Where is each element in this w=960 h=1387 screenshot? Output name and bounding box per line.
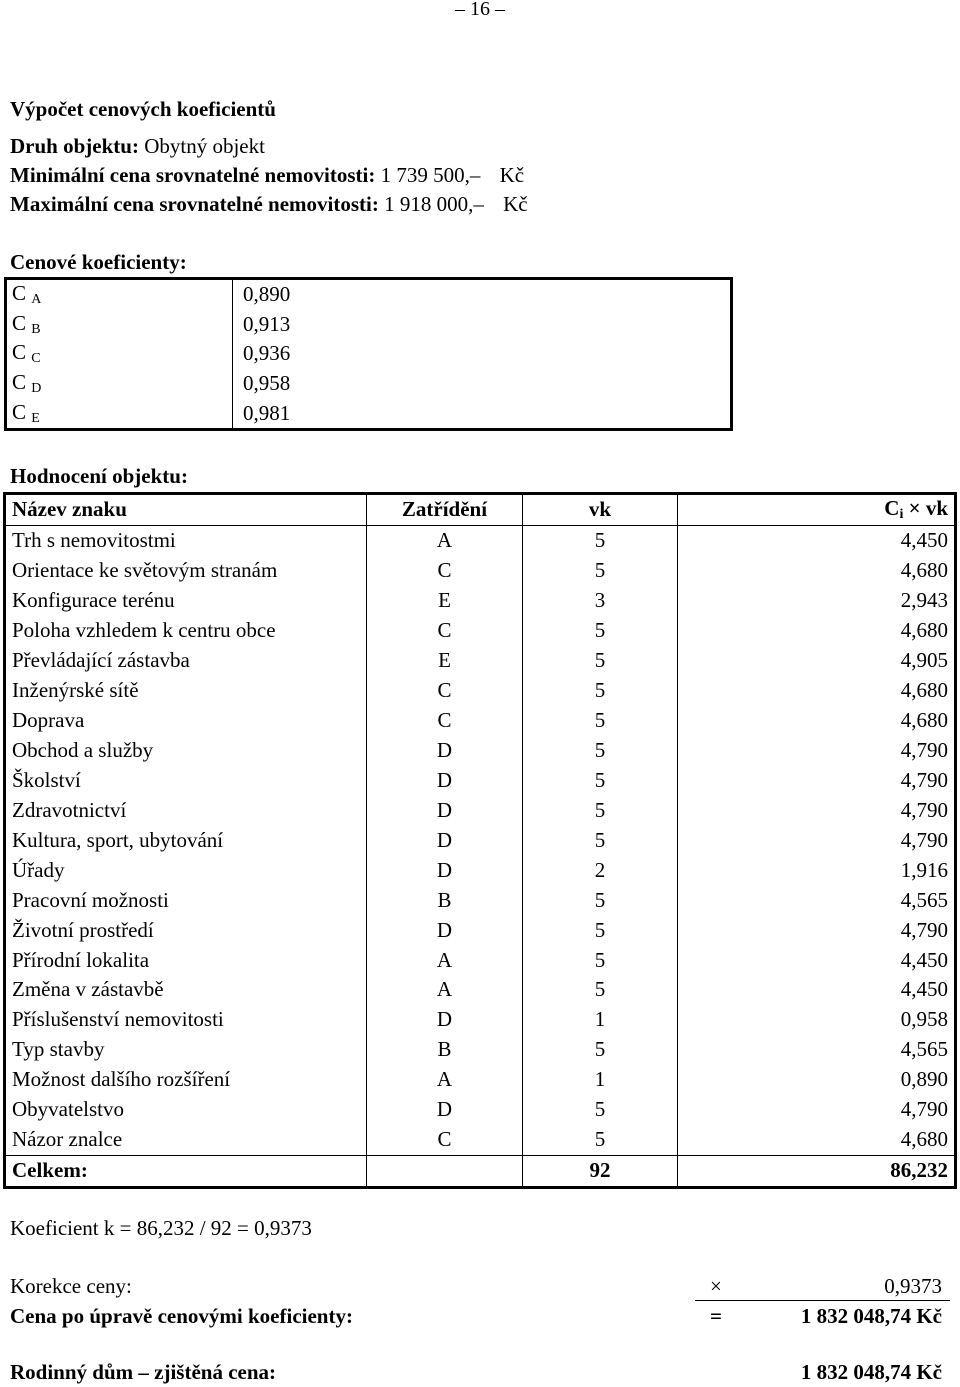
coefficient-row: [6, 398, 732, 429]
feature-name: Orientace ke světovým stranám: [5, 556, 367, 586]
adjusted-price-label: Cena po úpravě cenovými koeficienty:: [10, 1304, 353, 1328]
feature-ci-vk: 1,916: [900, 857, 948, 882]
feature-ci-vk: 4,680: [900, 1127, 948, 1152]
feature-name: Konfigurace terénu: [5, 586, 367, 616]
column-header-ci-vk: $C_i$ × vk: [678, 494, 956, 526]
coefficient-label: C $_E$: [6, 398, 233, 429]
feature-name: Změna v zástavbě: [5, 975, 367, 1005]
feature-class: D: [367, 736, 523, 766]
table-row: [5, 1065, 956, 1095]
coefficient-value: 0,890: [243, 282, 291, 307]
object-type: [10, 134, 265, 159]
feature-ci-vk: 4,450: [900, 947, 948, 972]
feature-ci-vk: 4,450: [900, 528, 948, 553]
feature-vk: 5: [523, 915, 678, 945]
equals-symbol: =: [710, 1304, 722, 1328]
table-row: [5, 646, 956, 676]
coefficient-row: [6, 339, 732, 369]
feature-vk: 1: [523, 1005, 678, 1035]
table-row: [5, 616, 956, 646]
feature-class: E: [367, 646, 523, 676]
max-price-value: 1 918 000,–: [384, 192, 484, 216]
feature-name: Trh s nemovitostmi: [5, 525, 367, 555]
feature-vk: 5: [523, 945, 678, 975]
feature-ci-vk: 4,680: [900, 708, 948, 733]
feature-vk: 5: [523, 706, 678, 736]
feature-class: C: [367, 706, 523, 736]
min-price-currency: Kč: [499, 163, 525, 187]
feature-name: Kultura, sport, ubytování: [5, 825, 367, 855]
feature-vk: 5: [523, 1095, 678, 1125]
feature-name: Příslušenství nemovitosti: [5, 1005, 367, 1035]
feature-class: D: [367, 915, 523, 945]
feature-class: A: [367, 1065, 523, 1095]
total-ci-vk: 86,232: [678, 1155, 956, 1187]
final-price-label: Rodinný dům – zjištěná cena:: [10, 1360, 277, 1384]
max-price-currency: Kč: [503, 192, 528, 216]
feature-vk: 5: [523, 795, 678, 825]
feature-vk: 5: [523, 556, 678, 586]
feature-name: Životní prostředí: [5, 915, 367, 945]
feature-vk: 3: [523, 586, 678, 616]
table-row: [5, 975, 956, 1005]
feature-ci-vk: 4,790: [900, 917, 948, 942]
feature-name: Zdravotnictví: [5, 795, 367, 825]
table-header-row: [5, 494, 956, 526]
feature-ci-vk: 0,958: [900, 1007, 948, 1032]
table-row: [5, 945, 956, 975]
feature-ci-vk: 4,790: [900, 1097, 948, 1122]
feature-vk: 5: [523, 825, 678, 855]
coefficients-table: [4, 277, 733, 431]
table-row: [5, 825, 956, 855]
feature-class: C: [367, 1125, 523, 1155]
coefficients-title: Cenové koeficienty:: [10, 250, 187, 274]
table-row: [5, 556, 956, 586]
evaluation-table: [3, 492, 957, 1189]
table-row: [5, 736, 956, 766]
feature-class: A: [367, 945, 523, 975]
feature-vk: 5: [523, 975, 678, 1005]
feature-vk: 5: [523, 616, 678, 646]
table-row: [5, 1125, 956, 1155]
feature-class: D: [367, 795, 523, 825]
table-row: [5, 885, 956, 915]
coefficient-row: [6, 279, 732, 310]
feature-class: B: [367, 885, 523, 915]
evaluation-title: Hodnocení objektu:: [10, 464, 188, 488]
times-symbol: ×: [710, 1274, 722, 1298]
feature-name: Možnost dalšího rozšíření: [5, 1065, 367, 1095]
feature-name: Pracovní možnosti: [5, 885, 367, 915]
feature-class: D: [367, 855, 523, 885]
table-row: [5, 586, 956, 616]
feature-ci-vk: 4,680: [900, 618, 948, 643]
table-row: [5, 1005, 956, 1035]
final-price-value: 1 832 048,74 Kč: [800, 1360, 942, 1384]
feature-class: C: [367, 556, 523, 586]
table-row: [5, 1035, 956, 1065]
coefficient-row: [6, 310, 732, 340]
total-row: [5, 1155, 956, 1187]
sum-rule: [695, 1300, 950, 1301]
adjusted-price-value: 1 832 048,74 Kč: [800, 1304, 942, 1328]
feature-ci-vk: 0,890: [900, 1067, 948, 1092]
feature-vk: 5: [523, 765, 678, 795]
feature-name: Poloha vzhledem k centru obce: [5, 616, 367, 646]
coefficient-row: [6, 369, 732, 399]
coefficient-value: 0,958: [243, 371, 291, 396]
coefficient-label: C $_A$: [6, 279, 233, 310]
table-row: [5, 676, 956, 706]
feature-vk: 5: [523, 525, 678, 555]
max-price-label: Maximální cena srovnatelné nemovitosti:: [10, 192, 379, 216]
feature-name: Obchod a služby: [5, 736, 367, 766]
feature-ci-vk: 4,790: [900, 767, 948, 792]
coefficient-label: C $_C$: [6, 339, 233, 369]
feature-name: Doprava: [5, 706, 367, 736]
min-price: [10, 163, 524, 188]
correction-label: Korekce ceny:: [10, 1274, 132, 1298]
feature-class: C: [367, 676, 523, 706]
feature-ci-vk: 4,790: [900, 737, 948, 762]
coefficient-label: C $_B$: [6, 310, 233, 340]
total-label: Celkem:: [5, 1155, 367, 1187]
feature-name: Převládající zástavba: [5, 646, 367, 676]
table-row: [5, 915, 956, 945]
feature-class: D: [367, 765, 523, 795]
feature-ci-vk: 4,565: [900, 1037, 948, 1062]
feature-name: Obyvatelstvo: [5, 1095, 367, 1125]
feature-class: C: [367, 616, 523, 646]
feature-vk: 5: [523, 676, 678, 706]
table-row: [5, 765, 956, 795]
table-row: [5, 1095, 956, 1125]
feature-vk: 2: [523, 855, 678, 885]
feature-name: Inženýrské sítě: [5, 676, 367, 706]
feature-class: D: [367, 825, 523, 855]
column-header-class: Zatřídění: [367, 494, 523, 526]
feature-class: D: [367, 1095, 523, 1125]
column-header-vk: vk: [523, 494, 678, 526]
feature-class: A: [367, 975, 523, 1005]
feature-name: Školství: [5, 765, 367, 795]
feature-vk: 5: [523, 646, 678, 676]
feature-vk: 5: [523, 1125, 678, 1155]
feature-class: D: [367, 1005, 523, 1035]
table-row: [5, 795, 956, 825]
coefficient-k: Koeficient k = 86,232 / 92 = 0,9373: [10, 1216, 312, 1240]
feature-ci-vk: 2,943: [900, 588, 948, 613]
feature-ci-vk: 4,790: [900, 797, 948, 822]
coefficient-value: 0,913: [243, 311, 291, 336]
feature-class: E: [367, 586, 523, 616]
min-price-label: Minimální cena srovnatelné nemovitosti:: [10, 163, 376, 187]
feature-name: Přírodní lokalita: [5, 945, 367, 975]
coefficient-label: C $_D$: [6, 369, 233, 399]
max-price: [10, 192, 528, 217]
column-header-name: Název znaku: [5, 494, 367, 526]
feature-ci-vk: 4,565: [900, 887, 948, 912]
feature-vk: 5: [523, 736, 678, 766]
coefficient-value: 0,936: [243, 341, 291, 366]
coefficient-value: 0,981: [243, 400, 291, 425]
feature-vk: 5: [523, 1035, 678, 1065]
feature-name: Úřady: [5, 855, 367, 885]
feature-ci-vk: 4,680: [900, 678, 948, 703]
feature-ci-vk: 4,790: [900, 827, 948, 852]
total-class: [367, 1155, 523, 1187]
feature-ci-vk: 4,905: [900, 648, 948, 673]
feature-class: B: [367, 1035, 523, 1065]
total-vk: 92: [523, 1155, 678, 1187]
table-row: [5, 706, 956, 736]
table-row: [5, 525, 956, 555]
table-row: [5, 855, 956, 885]
min-price-value: 1 739 500,–: [380, 163, 481, 187]
feature-ci-vk: 4,680: [900, 558, 948, 583]
feature-ci-vk: 4,450: [900, 977, 948, 1002]
feature-vk: 1: [523, 1065, 678, 1095]
object-type-value: Obytný objekt: [144, 134, 265, 158]
document-title: Výpočet cenových koeficientů: [10, 97, 276, 121]
feature-vk: 5: [523, 885, 678, 915]
feature-name: Názor znalce: [5, 1125, 367, 1155]
object-type-label: Druh objektu:: [10, 134, 139, 158]
correction-value: 0,9373: [884, 1274, 942, 1298]
feature-name: Typ stavby: [5, 1035, 367, 1065]
page-number: – 16 –: [455, 0, 505, 20]
feature-class: A: [367, 525, 523, 555]
